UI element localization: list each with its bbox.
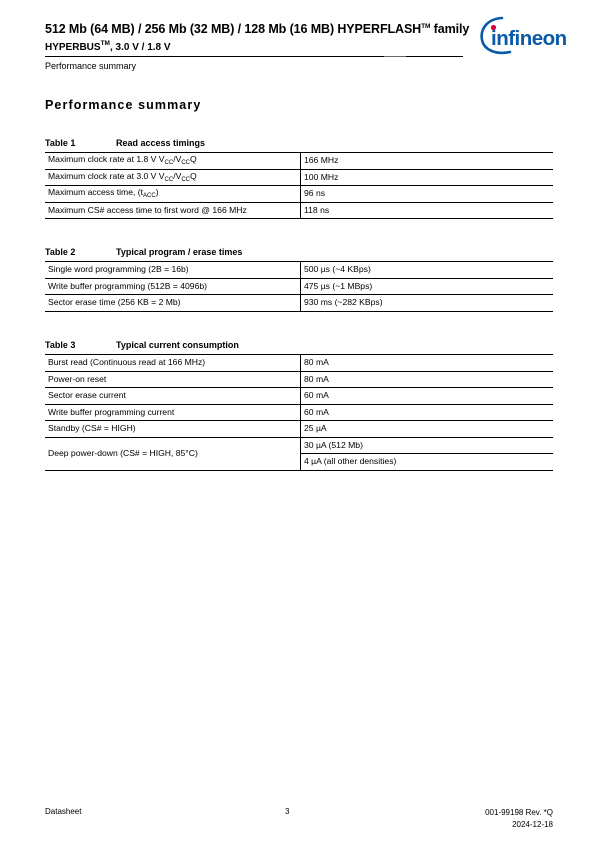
header-divider-accent bbox=[384, 56, 406, 57]
title-suffix: family bbox=[430, 22, 470, 36]
trademark-mark: TM bbox=[421, 23, 431, 30]
trademark-mark: TM bbox=[100, 40, 110, 47]
table1-title: Read access timings bbox=[116, 138, 206, 148]
table-row bbox=[45, 186, 553, 203]
subtitle-voltage: , 3.0 V / 1.8 V bbox=[109, 42, 171, 53]
table-row bbox=[45, 262, 553, 279]
footer-doc-info bbox=[485, 807, 553, 831]
document-subtitle bbox=[45, 40, 171, 53]
table-row bbox=[45, 421, 553, 438]
table-cell-value: 500 µs (~4 KBps) bbox=[301, 262, 554, 279]
header-section-name: Performance summary bbox=[45, 61, 137, 71]
subtitle-brand: HYPERBUS bbox=[45, 42, 101, 53]
document-title bbox=[45, 22, 469, 36]
table3-title: Typical current consumption bbox=[116, 340, 239, 350]
table-cell-label: Maximum clock rate at 3.0 V $V_{CC}/V_{CC}Q$ bbox=[45, 169, 301, 186]
table-row bbox=[45, 202, 553, 219]
footer-doc-type: Datasheet bbox=[45, 807, 82, 816]
table3-caption bbox=[45, 340, 239, 350]
table-cell-value: 166 MHz bbox=[301, 153, 554, 170]
table-cell-value: 80 mA bbox=[301, 355, 554, 372]
page-title: Performance summary bbox=[45, 98, 202, 112]
table-row bbox=[45, 295, 553, 312]
table-cell-label: Maximum clock rate at 1.8 V $V_{CC}/V_{CC}Q$ bbox=[45, 153, 301, 170]
table-cell-label: Maximum CS# access time to first word @ 166 MHz bbox=[45, 202, 301, 219]
table3-number: Table 3 bbox=[45, 340, 76, 350]
table-cell-value: 100 MHz bbox=[301, 169, 554, 186]
table-cell-value: 60 mA bbox=[301, 404, 554, 421]
program-erase-times-table bbox=[45, 261, 553, 312]
table-row bbox=[45, 169, 553, 186]
title-text: 512 Mb (64 MB) / 256 Mb (32 MB) / 128 Mb (16 MB) HYPERFLASH bbox=[45, 22, 422, 36]
table2-title: Typical program / erase times bbox=[116, 247, 243, 257]
table-row bbox=[45, 355, 553, 372]
table-cell-label: Power-on reset bbox=[45, 371, 301, 388]
infineon-logo bbox=[478, 13, 582, 57]
table1-caption bbox=[45, 138, 205, 148]
table-cell-label: Write buffer programming (512B = 4096b) bbox=[45, 278, 301, 295]
table-cell-value: 475 µs (~1 MBps) bbox=[301, 278, 554, 295]
logo-wordmark: infineon bbox=[491, 27, 567, 50]
table-cell-label: Write buffer programming current bbox=[45, 404, 301, 421]
document-number: 001-99198 Rev. *Q bbox=[485, 808, 553, 817]
table1-number: Table 1 bbox=[45, 138, 76, 148]
table-row bbox=[45, 388, 553, 405]
table-cell-label: Sector erase current bbox=[45, 388, 301, 405]
table2-caption bbox=[45, 247, 242, 257]
document-date: 2024-12-18 bbox=[512, 820, 553, 829]
table-cell-value: 60 mA bbox=[301, 388, 554, 405]
page-number: 3 bbox=[285, 807, 290, 816]
table-cell-label: Deep power-down (CS# = HIGH, 85°C) bbox=[45, 437, 301, 470]
read-access-timings-table bbox=[45, 152, 553, 219]
table-row bbox=[45, 437, 553, 454]
table-cell-value: 4 µA (all other densities) bbox=[301, 454, 554, 471]
table-cell-value: 118 ns bbox=[301, 202, 554, 219]
table-cell-label: Maximum access time, $(t_{ACC})$ bbox=[45, 186, 301, 203]
table-cell-value: 80 mA bbox=[301, 371, 554, 388]
table-cell-label: Sector erase time (256 KB = 2 Mb) bbox=[45, 295, 301, 312]
table-row bbox=[45, 371, 553, 388]
table-cell-value: 96 ns bbox=[301, 186, 554, 203]
current-consumption-table bbox=[45, 354, 553, 471]
table-row bbox=[45, 404, 553, 421]
table-cell-value: 930 ms (~282 KBps) bbox=[301, 295, 554, 312]
table2-number: Table 2 bbox=[45, 247, 76, 257]
table-cell-label: Burst read (Continuous read at 166 MHz) bbox=[45, 355, 301, 372]
table-cell-value: 25 µA bbox=[301, 421, 554, 438]
table-row bbox=[45, 153, 553, 170]
table-cell-label: Single word programming (2B = 16b) bbox=[45, 262, 301, 279]
table-row bbox=[45, 278, 553, 295]
table-cell-label: Standby (CS# = HIGH) bbox=[45, 421, 301, 438]
table-cell-value: 30 µA (512 Mb) bbox=[301, 437, 554, 454]
